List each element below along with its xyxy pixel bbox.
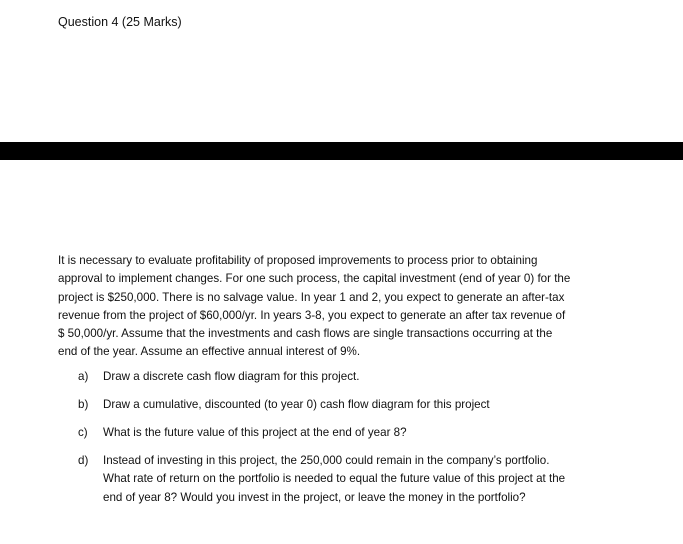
problem-line: approval to implement changes. For one such process, the capital investment (end of year 0) for the bbox=[58, 272, 571, 286]
part-marker: a) bbox=[78, 370, 89, 383]
redaction-bar bbox=[0, 142, 683, 160]
part-text bbox=[103, 368, 359, 386]
question-heading: Question 4 (25 Marks) bbox=[58, 15, 182, 29]
part-line: Draw a discrete cash flow diagram for this project. bbox=[103, 370, 360, 383]
problem-line: project is $250,000. There is no salvage value. In year 1 and 2, you expect to generate an after-tax bbox=[58, 290, 565, 304]
part-line: What is the future value of this project at the end of year 8? bbox=[103, 426, 407, 439]
part-text bbox=[103, 396, 490, 414]
part-line: end of year 8? Would you invest in the project, or leave the money in the portfolio? bbox=[103, 490, 526, 504]
part-line: What rate of return on the portfolio is needed to equal the future value of this project at the bbox=[103, 472, 566, 486]
problem-line: It is necessary to evaluate profitability of proposed improvements to process prior to obtaining bbox=[58, 254, 538, 267]
problem-line: end of the year. Assume an effective annual interest of 9%. bbox=[58, 345, 361, 359]
part-marker: d) bbox=[78, 454, 89, 467]
problem-statement bbox=[58, 252, 648, 362]
part-text bbox=[103, 452, 565, 507]
problem-line: revenue from the project of $60,000/yr. In years 3-8, you expect to generate an after tax revenue of bbox=[58, 308, 566, 322]
part-line: Instead of investing in this project, the 250,000 could remain in the company’s portfolio. bbox=[103, 454, 550, 467]
part-line: Draw a cumulative, discounted (to year 0) cash flow diagram for this project bbox=[103, 398, 490, 411]
problem-line: $ 50,000/yr. Assume that the investments and cash flows are single transactions occurring at the bbox=[58, 327, 553, 341]
part-marker: c) bbox=[78, 426, 88, 439]
part-text bbox=[103, 424, 407, 442]
part-marker: b) bbox=[78, 398, 89, 411]
